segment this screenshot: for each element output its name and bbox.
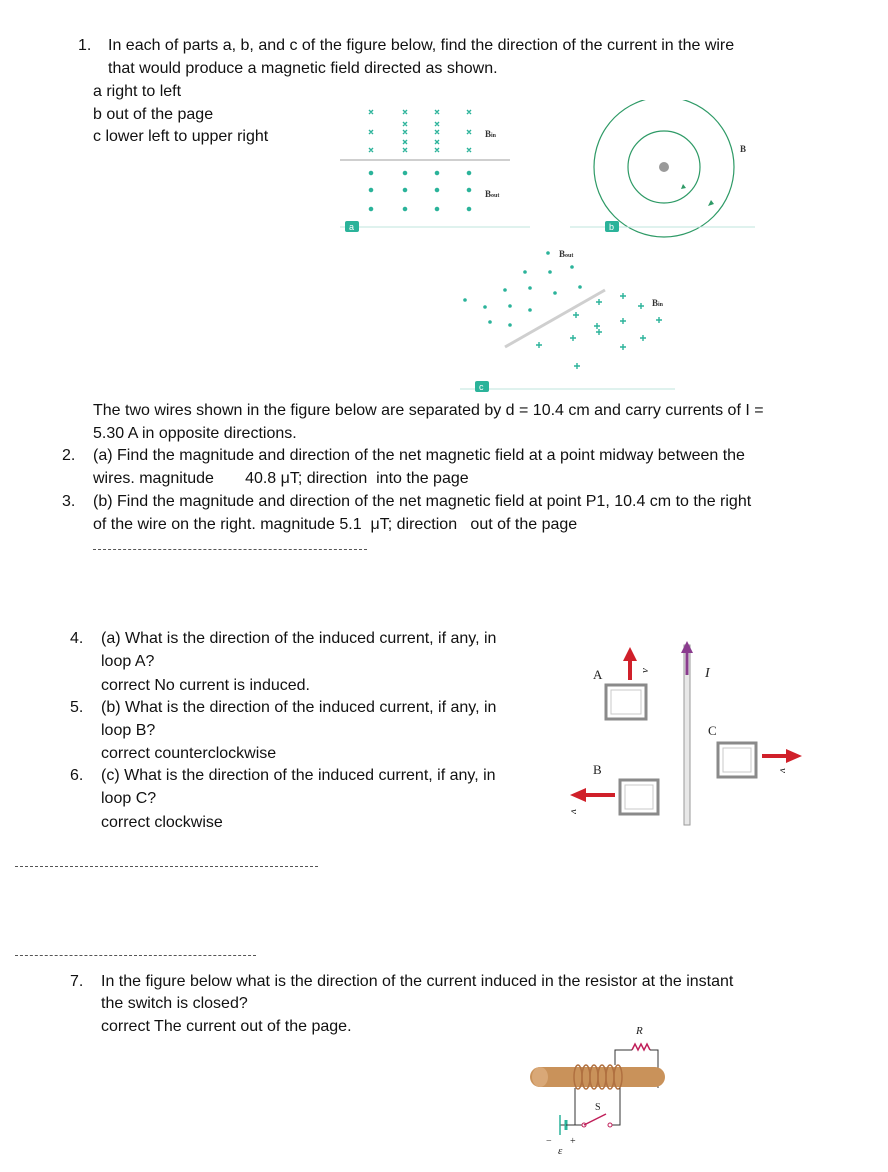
separator-1 (93, 549, 367, 550)
part-b-field (594, 100, 734, 237)
q3-text-line1: (b) Find the magnitude and direction of the net magnetic field at point P1, 10.4 cm to the right (93, 493, 752, 510)
switch-label: S (595, 1102, 601, 1113)
part-c-wire (505, 290, 605, 347)
induction-loops-figure (560, 635, 810, 835)
q4-text-line1: (a) What is the direction of the induced current, if any, in (101, 630, 497, 647)
loop-c-label: C (708, 723, 717, 738)
loop-a-label: A (593, 667, 603, 682)
q6-number: 6. (70, 767, 84, 784)
q5-text-line1: (b) What is the direction of the induced current, if any, in (101, 699, 497, 716)
q1-answer-b: b out of the page (93, 106, 214, 123)
part-a-bin-label: Bin (485, 129, 497, 139)
loop-b-label: B (593, 762, 602, 777)
q5-text-line2: loop B? (101, 722, 156, 739)
q1-number: 1. (78, 37, 92, 54)
q3-text-line2: of the wire on the right. magnitude 5.1 μT; direction out of the page (93, 516, 578, 533)
q5-number: 5. (70, 699, 84, 716)
q7-text-line2: the switch is closed? (101, 995, 248, 1012)
q6-text-line1: (c) What is the direction of the induced current, if any, in (101, 767, 496, 784)
magnetic-field-figure (330, 100, 760, 400)
loop-a-v-label: v (639, 668, 651, 673)
q2-text-line2: wires. magnitude 40.8 μT; direction into the page (93, 470, 469, 487)
part-b-field-label: B (740, 144, 747, 154)
q7-answer: correct The current out of the page. (101, 1018, 352, 1035)
q1-answer-c: c lower left to upper right (93, 128, 269, 145)
q2-number: 2. (62, 447, 76, 464)
part-c-crosses (536, 293, 662, 369)
loop-b-v-label: v (568, 809, 580, 814)
battery-minus-label: − (546, 1136, 552, 1147)
loop-c-v-label: v (777, 768, 789, 773)
q4-number: 4. (70, 630, 84, 647)
part-c-label: c (479, 382, 484, 392)
q4-answer: correct No current is induced. (101, 677, 310, 694)
current-label: I (705, 666, 710, 681)
q4-text-line2: loop A? (101, 653, 155, 670)
solenoid-circuit-figure (520, 1020, 680, 1155)
q7-text-line1: In the figure below what is the direction of the current induced in the resistor at the instant (101, 973, 734, 990)
part-a-bout-label: Bout (485, 189, 500, 199)
part-c-field (463, 251, 582, 327)
wires-intro-line1: The two wires shown in the figure below are separated by d = 10.4 cm and carry currents of I = (93, 402, 764, 419)
q1-text-line2: that would produce a magnetic field directed as shown. (108, 60, 498, 77)
q3-number: 3. (62, 493, 76, 510)
q2-text-line1: (a) Find the magnitude and direction of the net magnetic field at a point midway between the (93, 447, 745, 464)
emf-label: ε (558, 1145, 563, 1155)
q6-answer: correct clockwise (101, 814, 223, 831)
part-a-label: a (349, 222, 355, 232)
part-c-bin-label: Bin (652, 298, 664, 308)
q1-text-line1: In each of parts a, b, and c of the figure below, find the direction of the current in the wire (108, 37, 735, 54)
q7-number: 7. (70, 973, 84, 990)
wires-intro-line2: 5.30 A in opposite directions. (93, 425, 297, 442)
separator-3 (15, 955, 256, 956)
switch (584, 1114, 606, 1125)
battery-plus-label: + (570, 1136, 576, 1147)
q5-answer: correct counterclockwise (101, 745, 277, 762)
part-c-bout-label: Bout (559, 249, 574, 259)
part-b-label: b (609, 222, 615, 232)
separator-2 (15, 866, 318, 867)
resistor-label: R (636, 1025, 643, 1037)
resistor (632, 1044, 650, 1050)
q1-answer-a: a right to left (93, 83, 182, 100)
q6-text-line2: loop C? (101, 790, 157, 807)
